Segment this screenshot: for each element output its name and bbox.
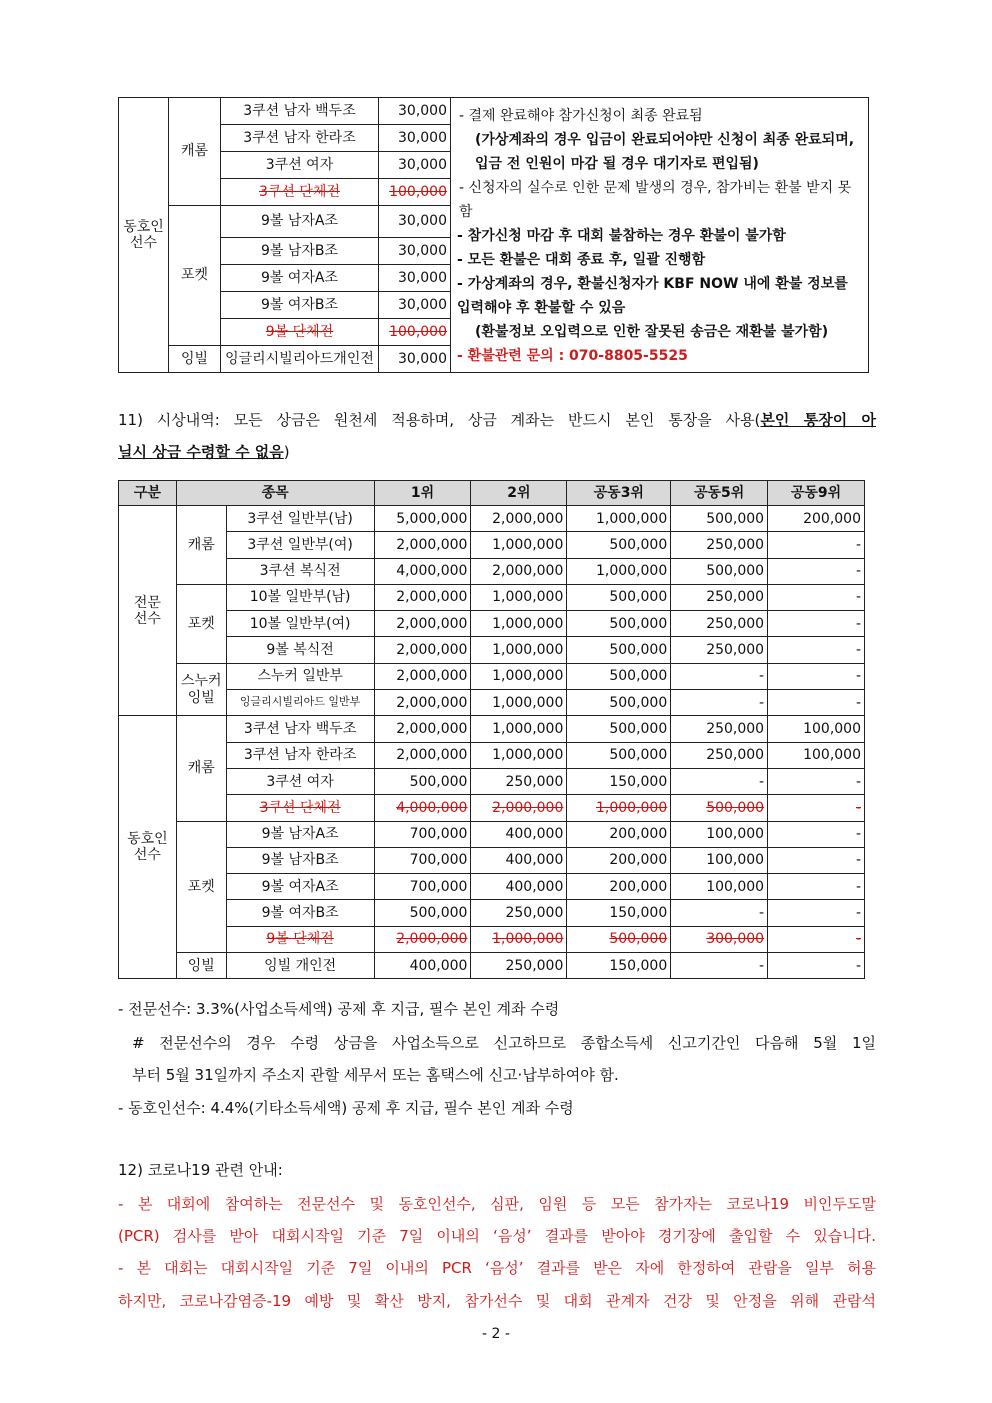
prize-5: - [768, 584, 865, 610]
prize-3: 200,000 [567, 874, 671, 900]
prize-3: 1,000,000 [567, 795, 671, 821]
section-12-title: 12) 코로나19 관련 안내: [118, 1161, 283, 1179]
event-name: 10볼 일반부(여) [226, 611, 374, 637]
tax-note-pro-detail-2: 부터 5월 31일까지 주소지 관할 세무서 또는 홈택스에 신고·납부하여야 함. [132, 1066, 619, 1084]
prize-3: 500,000 [567, 742, 671, 768]
prize-row [119, 690, 865, 716]
entry-fee-table [118, 97, 869, 373]
prize-2: 1,000,000 [471, 584, 567, 610]
prize-2: 400,000 [471, 821, 567, 847]
event-name: 9볼 여자A조 [221, 265, 379, 292]
prize-row [119, 926, 865, 952]
no-own-account-warning-cont: 닐시 상금 수령할 수 없음 [118, 443, 284, 461]
category-label: 포켓 [176, 584, 226, 663]
category-label: 포켓 [169, 206, 221, 346]
event-name: 9볼 복식전 [226, 637, 374, 663]
prize-2: 1,000,000 [471, 611, 567, 637]
event-name: 9볼 남자A조 [221, 206, 379, 238]
category-label: 잉빌 [176, 953, 226, 979]
prize-2: 2,000,000 [471, 795, 567, 821]
prize-row [119, 821, 865, 847]
prize-3: 500,000 [567, 926, 671, 952]
prize-1: 2,000,000 [374, 742, 471, 768]
refund-notes [451, 98, 869, 373]
prize-4: - [671, 953, 768, 979]
prize-row [119, 742, 865, 768]
prize-1: 2,000,000 [374, 584, 471, 610]
prize-4: - [671, 768, 768, 794]
event-name: 3쿠션 여자 [221, 152, 379, 179]
event-name: 9볼 단체전 [226, 926, 374, 952]
refund-note: - 환불관련 문의 : 070-8805-5525 [457, 348, 688, 364]
prize-4: 250,000 [671, 584, 768, 610]
category-label: 캐롬 [169, 98, 221, 206]
prize-row [119, 663, 865, 689]
event-name: 3쿠션 단체전 [221, 179, 379, 206]
prize-2: 250,000 [471, 953, 567, 979]
event-name: 3쿠션 일반부(남) [226, 506, 374, 532]
event-name: 9볼 남자A조 [226, 821, 374, 847]
entry-fee: 30,000 [379, 152, 451, 179]
header-0: 구분 [119, 481, 177, 506]
refund-note: - 모든 환불은 대회 종료 후, 일괄 진행함 [457, 252, 706, 268]
prize-5: - [768, 795, 865, 821]
prize-5: - [768, 611, 865, 637]
refund-note: (가상계좌의 경우 입금이 완료되어야만 신청이 최종 완료되며, 입금 전 인원이 마감 될 경우 대기자로 편입됨) [475, 132, 855, 172]
prize-1: 4,000,000 [374, 795, 471, 821]
prize-row [119, 584, 865, 610]
prize-2: 1,000,000 [471, 926, 567, 952]
prize-5: - [768, 900, 865, 926]
prize-1: 2,000,000 [374, 532, 471, 558]
event-name: 3쿠션 남자 백두조 [226, 716, 374, 742]
event-name: 3쿠션 일반부(여) [226, 532, 374, 558]
refund-note: - 결제 완료해야 참가신청이 최종 완료됨 [459, 108, 703, 124]
prize-3: 500,000 [567, 584, 671, 610]
refund-note: - 참가신청 마감 후 대회 불참하는 경우 환불이 불가함 [457, 228, 786, 244]
prize-4: - [671, 663, 768, 689]
category-label: 잉빌 [169, 346, 221, 373]
event-name: 9볼 남자B조 [226, 847, 374, 873]
category-label: 캐롬 [176, 716, 226, 821]
entry-fee: 30,000 [379, 238, 451, 265]
no-own-account-warning: 본인 통장이 아 [760, 411, 876, 429]
entry-fee: 30,000 [379, 98, 451, 125]
prize-4: - [671, 690, 768, 716]
entry-fee: 100,000 [379, 179, 451, 206]
event-name: 스누커 일반부 [226, 663, 374, 689]
prize-1: 2,000,000 [374, 611, 471, 637]
event-name: 3쿠션 남자 한라조 [226, 742, 374, 768]
prize-table [118, 480, 865, 979]
entry-fee: 30,000 [379, 206, 451, 238]
prize-5: 100,000 [768, 742, 865, 768]
prize-2: 1,000,000 [471, 532, 567, 558]
entry-fee: 30,000 [379, 125, 451, 152]
prize-1: 700,000 [374, 874, 471, 900]
prize-2: 2,000,000 [471, 558, 567, 584]
prize-3: 150,000 [567, 900, 671, 926]
prize-2: 1,000,000 [471, 690, 567, 716]
prize-4: 500,000 [671, 558, 768, 584]
covid-notice-line-3: - 본 대회는 대회시작일 기준 7일 이내의 PCR ‘음성’ 결과를 받은 자에 한정하여 관람을 일부 허용 [118, 1259, 876, 1277]
event-name: 잉글리시빌리아드개인전 [221, 346, 379, 373]
prize-5: - [768, 821, 865, 847]
prize-5: - [768, 558, 865, 584]
event-name: 잉글리시빌리아드 일반부 [226, 690, 374, 716]
category-label: 스누커 잉빌 [176, 663, 226, 716]
event-name: 잉빌 개인전 [226, 953, 374, 979]
prize-2: 400,000 [471, 874, 567, 900]
category-label: 캐롬 [176, 506, 226, 585]
prize-row [119, 795, 865, 821]
prize-1: 400,000 [374, 953, 471, 979]
prize-4: 250,000 [671, 716, 768, 742]
tax-note-amateur: - 동호인선수: 4.4%(기타소득세액) 공제 후 지급, 필수 본인 계좌 수령 [118, 1099, 574, 1117]
prize-3: 500,000 [567, 690, 671, 716]
section-11-line-2: 닐시 상금 수령할 수 없음) [118, 443, 290, 461]
prize-3: 500,000 [567, 532, 671, 558]
refund-note: - 신청자의 실수로 인한 문제 발생의 경우, 참가비는 환불 받지 못함 [459, 180, 852, 220]
prize-3: 1,000,000 [567, 558, 671, 584]
prize-row [119, 716, 865, 742]
prize-2: 1,000,000 [471, 716, 567, 742]
prize-1: 2,000,000 [374, 926, 471, 952]
group-label: 동호인 선수 [119, 98, 169, 373]
header-5: 공동5위 [671, 481, 768, 506]
prize-row [119, 611, 865, 637]
section-11-line-1: 11) 시상내역: 모든 상금은 원천세 적용하며, 상금 계좌는 반드시 본인 통장을 사용(본인 통장이 아 [118, 411, 876, 429]
prize-row [119, 847, 865, 873]
entry-fee: 30,000 [379, 265, 451, 292]
prize-5: - [768, 874, 865, 900]
prize-3: 500,000 [567, 663, 671, 689]
prize-5: - [768, 768, 865, 794]
header-2: 1위 [374, 481, 471, 506]
header-1: 종목 [176, 481, 374, 506]
group-label: 동호인 선수 [119, 716, 177, 979]
header-6: 공동9위 [768, 481, 865, 506]
entry-fee: 100,000 [379, 319, 451, 346]
header-4: 공동3위 [567, 481, 671, 506]
prize-1: 500,000 [374, 900, 471, 926]
covid-notice-line-1: - 본 대회에 참여하는 전문선수 및 동호인선수, 심판, 임원 등 모든 참가자는 코로나19 비인두도말 [118, 1195, 876, 1213]
refund-note: (환불정보 오입력으로 인한 잘못된 송금은 재환불 불가함) [475, 324, 829, 340]
tax-note-pro-detail-1: # 전문선수의 경우 수령 상금을 사업소득으로 신고하므로 종합소득세 신고기간인 다음해 5월 1일 [132, 1034, 876, 1052]
prize-4: 500,000 [671, 506, 768, 532]
prize-1: 500,000 [374, 768, 471, 794]
prize-row [119, 558, 865, 584]
event-name: 3쿠션 복식전 [226, 558, 374, 584]
prize-4: 300,000 [671, 926, 768, 952]
category-label: 포켓 [176, 821, 226, 952]
prize-4: 100,000 [671, 821, 768, 847]
prize-row [119, 637, 865, 663]
page-number: - 2 - [482, 1326, 510, 1342]
header-3: 2위 [471, 481, 567, 506]
prize-3: 200,000 [567, 847, 671, 873]
prize-4: 250,000 [671, 611, 768, 637]
tax-note-pro: - 전문선수: 3.3%(사업소득세액) 공제 후 지급, 필수 본인 계좌 수령 [118, 1000, 560, 1018]
prize-1: 2,000,000 [374, 690, 471, 716]
prize-2: 250,000 [471, 768, 567, 794]
prize-3: 500,000 [567, 611, 671, 637]
prize-2: 1,000,000 [471, 663, 567, 689]
prize-5: - [768, 847, 865, 873]
prize-4: 250,000 [671, 532, 768, 558]
prize-4: 100,000 [671, 847, 768, 873]
prize-1: 5,000,000 [374, 506, 471, 532]
prize-1: 700,000 [374, 847, 471, 873]
event-name: 9볼 여자B조 [226, 900, 374, 926]
prize-5: - [768, 690, 865, 716]
event-name: 9볼 여자A조 [226, 874, 374, 900]
prize-row [119, 874, 865, 900]
fee-row [119, 98, 869, 125]
prize-3: 200,000 [567, 821, 671, 847]
prize-3: 500,000 [567, 637, 671, 663]
prize-5: - [768, 637, 865, 663]
prize-1: 2,000,000 [374, 716, 471, 742]
prize-1: 4,000,000 [374, 558, 471, 584]
prize-table-header [119, 481, 865, 506]
event-name: 3쿠션 남자 한라조 [221, 125, 379, 152]
prize-3: 150,000 [567, 953, 671, 979]
prize-2: 400,000 [471, 847, 567, 873]
event-name: 9볼 단체전 [221, 319, 379, 346]
prize-5: - [768, 953, 865, 979]
prize-1: 2,000,000 [374, 637, 471, 663]
event-name: 10볼 일반부(남) [226, 584, 374, 610]
prize-1: 2,000,000 [374, 663, 471, 689]
prize-2: 1,000,000 [471, 742, 567, 768]
covid-notice-line-2: (PCR) 검사를 받아 대회시작일 기준 7일 이내의 ‘음성’ 결과를 받아야 경기장에 출입할 수 있습니다. [118, 1227, 876, 1245]
refund-note: - 가상계좌의 경우, 환불신청자가 KBF NOW 내에 환불 정보를 입력해야 후 환불할 수 있음 [457, 276, 848, 316]
prize-4: - [671, 900, 768, 926]
prize-row [119, 532, 865, 558]
prize-4: 250,000 [671, 742, 768, 768]
event-name: 3쿠션 여자 [226, 768, 374, 794]
prize-row [119, 900, 865, 926]
event-name: 3쿠션 단체전 [226, 795, 374, 821]
prize-3: 1,000,000 [567, 506, 671, 532]
prize-4: 100,000 [671, 874, 768, 900]
prize-5: 200,000 [768, 506, 865, 532]
prize-2: 1,000,000 [471, 637, 567, 663]
prize-5: 100,000 [768, 716, 865, 742]
prize-4: 500,000 [671, 795, 768, 821]
prize-1: 700,000 [374, 821, 471, 847]
prize-5: - [768, 926, 865, 952]
prize-row [119, 506, 865, 532]
prize-4: 250,000 [671, 637, 768, 663]
event-name: 3쿠션 남자 백두조 [221, 98, 379, 125]
prize-2: 250,000 [471, 900, 567, 926]
group-label: 전문 선수 [119, 506, 177, 716]
entry-fee: 30,000 [379, 346, 451, 373]
prize-row [119, 768, 865, 794]
event-name: 9볼 남자B조 [221, 238, 379, 265]
prize-3: 150,000 [567, 768, 671, 794]
prize-5: - [768, 532, 865, 558]
prize-3: 500,000 [567, 716, 671, 742]
prize-row [119, 953, 865, 979]
prize-2: 2,000,000 [471, 506, 567, 532]
prize-5: - [768, 663, 865, 689]
covid-notice-line-4: 하지만, 코로나감염증-19 예방 및 확산 방지, 참가선수 및 대회 관계자 건강 및 안정을 위해 관람석 [118, 1292, 876, 1310]
event-name: 9볼 여자B조 [221, 292, 379, 319]
entry-fee: 30,000 [379, 292, 451, 319]
